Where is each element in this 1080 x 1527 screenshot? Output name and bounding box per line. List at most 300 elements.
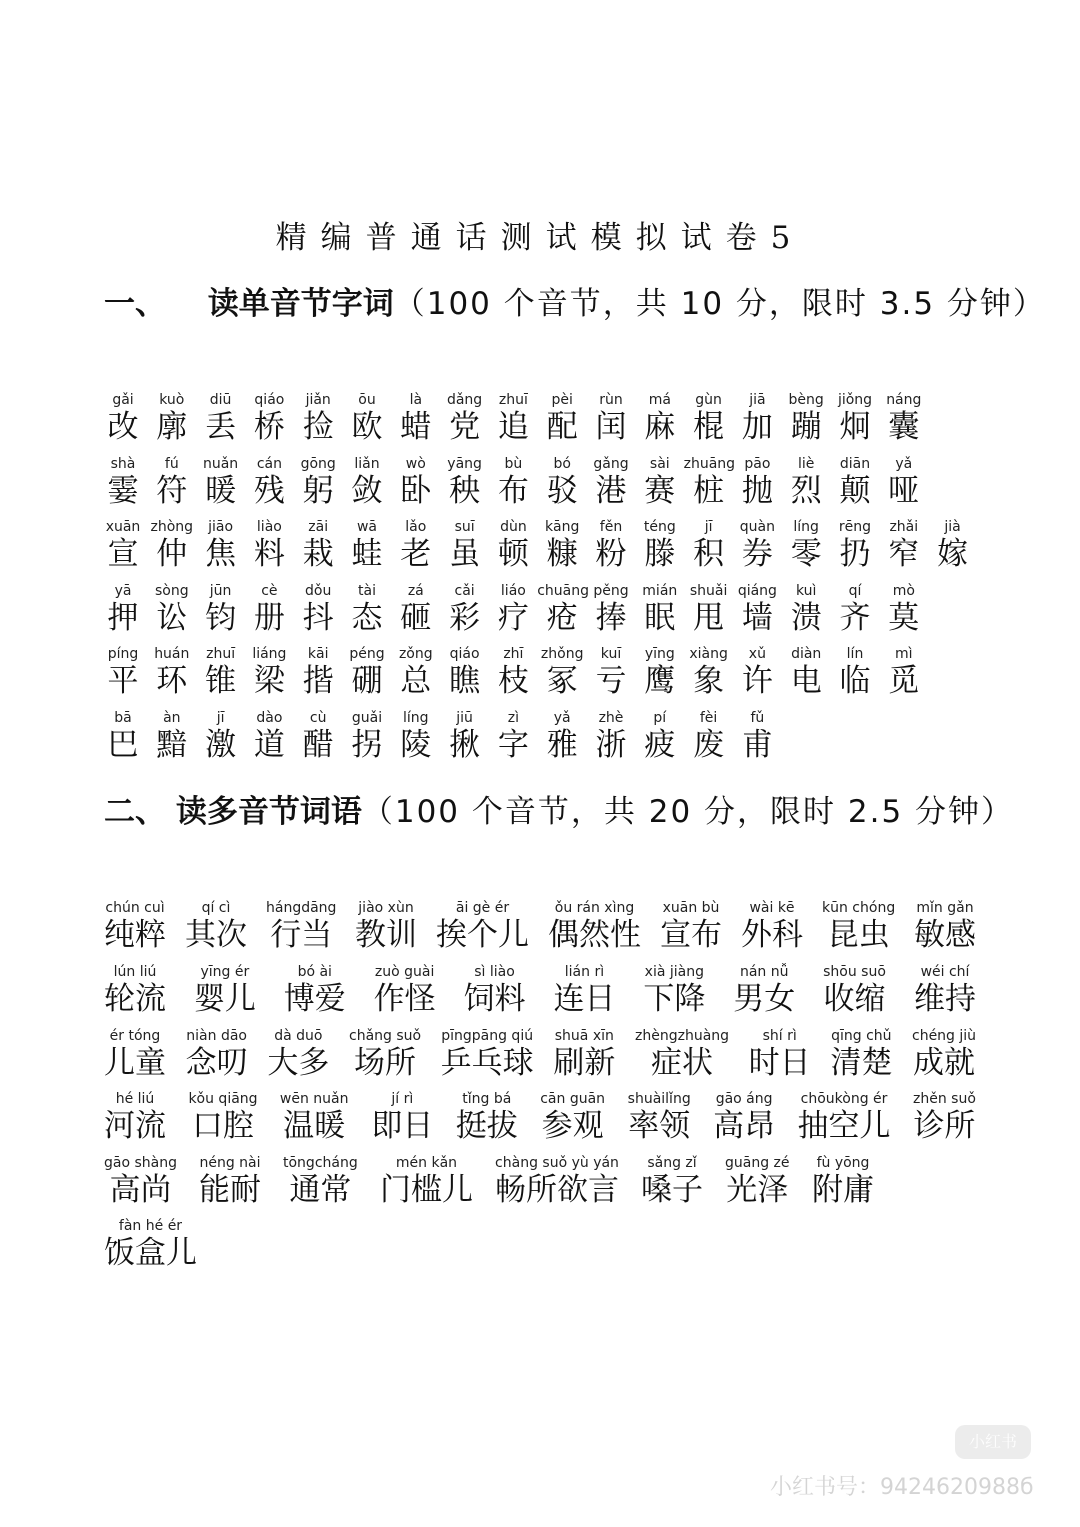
- section1-item: [440, 646, 490, 698]
- pinyin: gǎi: [112, 392, 134, 408]
- hanzi: 陵: [400, 727, 432, 763]
- hanzi: 宣布: [660, 917, 722, 953]
- pinyin: tài: [358, 583, 376, 599]
- pinyin: kǒu qiāng: [188, 1091, 258, 1107]
- section1-item: [635, 583, 685, 635]
- section1-item: [391, 710, 441, 762]
- section1-item: [98, 583, 148, 635]
- hanzi: 拐: [351, 727, 383, 763]
- hanzi: 电: [790, 663, 822, 699]
- section1-item: [488, 456, 538, 508]
- hanzi: 废: [693, 727, 725, 763]
- section1-item: [293, 519, 343, 571]
- hanzi: 博爱: [283, 981, 346, 1017]
- hanzi: 教训: [355, 917, 417, 953]
- section1-item: [732, 456, 782, 508]
- pinyin: mián: [642, 583, 678, 599]
- section1-item: [635, 646, 685, 698]
- pinyin: pāo: [744, 456, 771, 472]
- section2-item: [660, 900, 722, 952]
- pinyin: jiǎn: [305, 392, 331, 408]
- hanzi: 港: [595, 473, 627, 509]
- hanzi: 宣: [107, 536, 139, 572]
- pinyin: zāi: [308, 519, 329, 535]
- pinyin: gōng: [300, 456, 336, 472]
- pinyin: zhǒng: [540, 646, 584, 662]
- pinyin: xuān bù: [662, 900, 720, 916]
- section1-item: [586, 519, 636, 571]
- hanzi: 欧: [351, 409, 383, 445]
- hanzi: 儿童: [104, 1045, 166, 1081]
- hanzi: 墙: [741, 600, 773, 636]
- hanzi: 觅: [888, 663, 920, 699]
- section1-item: [537, 519, 587, 571]
- pinyin: liè: [797, 456, 815, 472]
- section2-row: [0, 964, 1080, 1024]
- pinyin: hé liú: [115, 1091, 155, 1107]
- section1-item: [196, 456, 246, 508]
- section1-item: [732, 519, 782, 571]
- section2-item: [641, 1155, 703, 1207]
- hanzi: 敏感: [914, 917, 976, 953]
- pinyin: quàn: [739, 519, 775, 535]
- hanzi: 桩: [693, 473, 725, 509]
- pinyin: dǎng: [446, 392, 483, 408]
- hanzi: 秧: [449, 473, 481, 509]
- pinyin: yā: [114, 583, 132, 599]
- hanzi: 下降: [643, 981, 706, 1017]
- section2-row: [0, 1028, 1080, 1088]
- pinyin: jí rì: [391, 1091, 414, 1107]
- pinyin: shà: [110, 456, 136, 472]
- hanzi: 挨个儿: [436, 917, 529, 953]
- section1-item: [244, 646, 294, 698]
- pinyin: zhǎi: [889, 519, 919, 535]
- section2-item: [104, 1155, 177, 1207]
- section2-item: [741, 900, 803, 952]
- pinyin: wā: [356, 519, 378, 535]
- hanzi: 大多: [267, 1045, 330, 1081]
- pinyin: lián rì: [564, 964, 605, 980]
- hanzi: 总: [400, 663, 432, 699]
- pinyin: líng: [403, 710, 429, 726]
- section1-item: [928, 519, 978, 571]
- hanzi: 配: [546, 409, 578, 445]
- hanzi: 场所: [354, 1045, 417, 1081]
- hanzi: 焦: [205, 536, 237, 572]
- pinyin: āi gè ér: [455, 900, 510, 916]
- section1-item: [537, 710, 587, 762]
- section1-item: [293, 583, 343, 635]
- section1-item: [196, 392, 246, 444]
- hanzi: 字: [497, 727, 529, 763]
- pinyin: pīngpāng qiú: [441, 1028, 534, 1044]
- hanzi: 态: [351, 600, 383, 636]
- pinyin: rēng: [838, 519, 872, 535]
- section2-item: [548, 900, 641, 952]
- section2-row: [0, 1155, 1080, 1215]
- hanzi: 症状: [651, 1045, 714, 1081]
- pinyin: tōngcháng: [283, 1155, 358, 1171]
- hanzi: 棍: [693, 409, 725, 445]
- section2-row: [0, 900, 1080, 960]
- hanzi: 揪: [449, 727, 481, 763]
- section1-item: [781, 646, 831, 698]
- pinyin: zhòng: [150, 519, 194, 535]
- pinyin: zhī: [503, 646, 524, 662]
- hanzi: 躬: [302, 473, 334, 509]
- hanzi: 雅: [546, 727, 578, 763]
- section1-item: [196, 583, 246, 635]
- section1-item: [244, 519, 294, 571]
- section2-item: [464, 964, 526, 1016]
- hanzi: 虽: [449, 536, 481, 572]
- hanzi: 作怪: [373, 981, 436, 1017]
- hanzi: 廓: [156, 409, 188, 445]
- pinyin: fèi: [699, 710, 718, 726]
- section1-item: [147, 646, 197, 698]
- hanzi: 囊: [888, 409, 920, 445]
- pinyin: liáng: [252, 646, 287, 662]
- hanzi: 疲: [644, 727, 676, 763]
- section2-item: [643, 964, 705, 1016]
- hanzi: 滕: [644, 536, 676, 572]
- hanzi: 纯粹: [104, 917, 166, 953]
- section2-item: [823, 964, 886, 1016]
- section2-item: [553, 1028, 615, 1080]
- section1-item: [98, 710, 148, 762]
- section1-item: [781, 583, 831, 635]
- pinyin: diān: [839, 456, 871, 472]
- pinyin: bù: [504, 456, 523, 472]
- hanzi: 莫: [888, 600, 920, 636]
- pinyin: bó: [553, 456, 571, 472]
- section1-item: [830, 392, 880, 444]
- pinyin: pěng: [593, 583, 629, 599]
- section1-item: [586, 646, 636, 698]
- hanzi: 捡: [302, 409, 334, 445]
- watermark-logo: 小红书: [955, 1425, 1031, 1459]
- pinyin: suī: [454, 519, 475, 535]
- section1-item: [147, 710, 197, 762]
- pinyin: sì liào: [474, 964, 515, 980]
- hanzi: 残: [253, 473, 285, 509]
- section1-item: [98, 392, 148, 444]
- hanzi: 嗓子: [641, 1172, 703, 1208]
- hanzi: 党: [449, 409, 481, 445]
- pinyin: dà duō: [274, 1028, 323, 1044]
- pinyin: kāng: [544, 519, 580, 535]
- hanzi: 券: [741, 536, 773, 572]
- pinyin: zhěn suǒ: [913, 1091, 976, 1107]
- section2-heading: [104, 786, 1014, 831]
- pinyin: má: [648, 392, 671, 408]
- section1-item: [147, 456, 197, 508]
- hanzi: 齐: [839, 600, 871, 636]
- hanzi: 炯: [839, 409, 871, 445]
- hanzi: 追: [497, 409, 529, 445]
- pinyin: jūn: [209, 583, 232, 599]
- pinyin: wēn nuǎn: [279, 1091, 349, 1107]
- pinyin: dǒu: [305, 583, 332, 599]
- section2-item: [436, 900, 529, 952]
- section2-item: [914, 964, 976, 1016]
- hanzi: 改: [107, 409, 139, 445]
- pinyin: yǎ: [895, 456, 913, 472]
- pinyin: qí cì: [201, 900, 231, 916]
- section1-item: [537, 456, 587, 508]
- section2-item: [713, 1091, 775, 1143]
- hanzi: 男女: [733, 981, 796, 1017]
- section2-item: [194, 964, 256, 1016]
- pinyin: gāo áng: [715, 1091, 773, 1107]
- hanzi: 丢: [205, 409, 237, 445]
- pinyin: jiào xùn: [358, 900, 414, 916]
- section1-item: [732, 646, 782, 698]
- hanzi: 门槛儿: [380, 1172, 473, 1208]
- pinyin: zì: [507, 710, 520, 726]
- section1-item: [342, 392, 392, 444]
- pinyin: là: [409, 392, 423, 408]
- pinyin: fú: [164, 456, 179, 472]
- hanzi: 积: [693, 536, 725, 572]
- pinyin: líng: [793, 519, 819, 535]
- pinyin: diū: [209, 392, 232, 408]
- pinyin: zǒng: [398, 646, 433, 662]
- hanzi: 即日: [371, 1108, 434, 1144]
- section1-row: [0, 456, 1080, 516]
- pinyin: chōukòng ér: [800, 1091, 888, 1107]
- hanzi: 枝: [497, 663, 529, 699]
- hanzi: 挺拔: [455, 1108, 518, 1144]
- hanzi: 道: [253, 727, 285, 763]
- pinyin: fàn hé ér: [118, 1218, 183, 1234]
- pinyin: àn: [163, 710, 181, 726]
- section1-item: [440, 583, 490, 635]
- pinyin: chǎng suǒ: [349, 1028, 422, 1044]
- section1-label: 读单音节字词: [207, 286, 394, 322]
- section1-item: [488, 583, 538, 635]
- hanzi: 驳: [546, 473, 578, 509]
- section1-item: [244, 456, 294, 508]
- section1-item: [830, 646, 880, 698]
- hanzi: 清楚: [830, 1045, 893, 1081]
- pinyin: guāng zé: [725, 1155, 790, 1171]
- hanzi: 轮流: [104, 981, 166, 1017]
- hanzi: 饲料: [463, 981, 526, 1017]
- section1-item: [98, 646, 148, 698]
- pinyin: mǐn gǎn: [916, 900, 974, 916]
- hanzi: 临: [839, 663, 871, 699]
- section1-item: [684, 392, 734, 444]
- hanzi: 收缩: [823, 981, 886, 1017]
- section2-item: [822, 900, 895, 952]
- pinyin: gāo shàng: [104, 1155, 177, 1171]
- section2-item: [812, 1155, 874, 1207]
- section1-item: [537, 583, 587, 635]
- pinyin: píng: [107, 646, 139, 662]
- section2-item: [725, 1155, 790, 1207]
- section1-item: [879, 519, 929, 571]
- pinyin: cán: [256, 456, 282, 472]
- pinyin: chéng jiù: [912, 1028, 977, 1044]
- hanzi: 偶然性: [548, 917, 641, 953]
- hanzi: 布: [497, 473, 529, 509]
- pinyin: shí rì: [762, 1028, 797, 1044]
- pinyin: sòng: [154, 583, 189, 599]
- pinyin: bó ài: [297, 964, 332, 980]
- pinyin: jiāo: [208, 519, 234, 535]
- hanzi: 栽: [302, 536, 334, 572]
- pinyin: yīng ér: [200, 964, 250, 980]
- pinyin: pèi: [551, 392, 573, 408]
- pinyin: zá: [407, 583, 424, 599]
- pinyin: jià: [944, 519, 961, 535]
- section1-item: [488, 519, 538, 571]
- section1-row: [0, 646, 1080, 706]
- pinyin: cān guān: [540, 1091, 606, 1107]
- hanzi: 诊所: [913, 1108, 976, 1144]
- section1-item: [391, 646, 441, 698]
- pinyin: hángdāng: [266, 900, 337, 916]
- hanzi: 巴: [107, 727, 139, 763]
- section1-heading: [104, 278, 1046, 323]
- section1-item: [244, 392, 294, 444]
- hanzi: 时日: [748, 1045, 811, 1081]
- pinyin: kuò: [159, 392, 185, 408]
- pinyin: wéi chí: [920, 964, 970, 980]
- hanzi: 鹰: [644, 663, 676, 699]
- section1-item: [830, 583, 880, 635]
- section1-item: [147, 392, 197, 444]
- hanzi: 高尚: [109, 1172, 172, 1208]
- section1-item: [440, 519, 490, 571]
- section2-item: [104, 900, 166, 952]
- hanzi: 抖: [302, 600, 334, 636]
- hanzi: 瞧: [449, 663, 481, 699]
- section1-number: 一、: [104, 286, 166, 322]
- hanzi: 钧: [205, 600, 237, 636]
- pinyin: cǎi: [454, 583, 475, 599]
- hanzi: 捧: [595, 600, 627, 636]
- section1-item: [244, 710, 294, 762]
- pinyin: wài kē: [749, 900, 795, 916]
- pinyin: kūn chóng: [822, 900, 896, 916]
- hanzi: 维持: [914, 981, 976, 1017]
- hanzi: 卧: [400, 473, 432, 509]
- section2-item: [199, 1155, 261, 1207]
- pinyin: pí: [653, 710, 667, 726]
- section2-item: [830, 1028, 892, 1080]
- pinyin: shuǎi: [689, 583, 728, 599]
- section2-item: [374, 964, 436, 1016]
- section1-item: [440, 456, 490, 508]
- section2-item: [186, 1028, 248, 1080]
- section1-item: [98, 519, 148, 571]
- section2-item: [749, 1028, 811, 1080]
- pinyin: dào: [256, 710, 283, 726]
- section2-row: [0, 1218, 1080, 1278]
- section1-item: [879, 583, 929, 635]
- hanzi: 麻: [644, 409, 676, 445]
- pinyin: cè: [261, 583, 278, 599]
- hanzi: 砸: [400, 600, 432, 636]
- pinyin: lún liú: [113, 964, 157, 980]
- pinyin: kuì: [795, 583, 817, 599]
- pinyin: shuàilǐng: [627, 1091, 691, 1107]
- hanzi: 嫁: [937, 536, 969, 572]
- pinyin: zhuī: [206, 646, 236, 662]
- hanzi: 彩: [449, 600, 481, 636]
- pinyin: niàn dāo: [186, 1028, 247, 1044]
- hanzi: 闰: [595, 409, 627, 445]
- section1-item: [732, 392, 782, 444]
- hanzi: 畅所欲言: [495, 1172, 619, 1208]
- section2-item: [913, 1091, 976, 1143]
- pinyin: xǔ: [748, 646, 766, 662]
- pinyin: lǎo: [405, 519, 427, 535]
- hanzi: 揩: [302, 663, 334, 699]
- hanzi: 敛: [351, 473, 383, 509]
- pinyin: nán nǚ: [739, 964, 789, 980]
- hanzi: 抽空儿: [797, 1108, 891, 1144]
- section1-item: [537, 646, 587, 698]
- hanzi: 烈: [790, 473, 822, 509]
- pinyin: lín: [846, 646, 864, 662]
- pinyin: zhuī: [498, 392, 528, 408]
- section1-item: [440, 392, 490, 444]
- section1-item: [586, 392, 636, 444]
- hanzi: 能耐: [199, 1172, 261, 1208]
- pinyin: náng: [886, 392, 922, 408]
- hanzi: 押: [107, 600, 139, 636]
- section1-item: [342, 646, 392, 698]
- hanzi: 乒乓球: [440, 1045, 534, 1081]
- pinyin: sài: [649, 456, 670, 472]
- hanzi: 粉: [595, 536, 627, 572]
- hanzi: 赛: [644, 473, 676, 509]
- pinyin: néng nài: [199, 1155, 261, 1171]
- hanzi: 硼: [351, 663, 383, 699]
- pinyin: jiǒng: [837, 392, 873, 408]
- pinyin: sǎng zǐ: [647, 1155, 697, 1171]
- section2-item: [553, 964, 615, 1016]
- hanzi: 颠: [839, 473, 871, 509]
- pinyin: yǎ: [553, 710, 571, 726]
- pinyin: rùn: [599, 392, 623, 408]
- pinyin: jī: [704, 519, 713, 535]
- section1-item: [391, 519, 441, 571]
- hanzi: 眠: [644, 600, 676, 636]
- section1-item: [342, 710, 392, 762]
- hanzi: 甫: [741, 727, 773, 763]
- section1-item: [781, 519, 831, 571]
- hanzi: 顿: [497, 536, 529, 572]
- section2-item: [914, 900, 976, 952]
- section2-item: [284, 964, 346, 1016]
- section1-item: [684, 519, 734, 571]
- section1-item: [488, 646, 538, 698]
- section1-item: [147, 519, 197, 571]
- section1-item: [98, 456, 148, 508]
- hanzi: 零: [790, 536, 822, 572]
- hanzi: 符: [156, 473, 188, 509]
- section2-item: [456, 1091, 518, 1143]
- section2-item: [104, 964, 166, 1016]
- hanzi: 亏: [595, 663, 627, 699]
- hanzi: 糠: [546, 536, 578, 572]
- pinyin: qiáo: [254, 392, 285, 408]
